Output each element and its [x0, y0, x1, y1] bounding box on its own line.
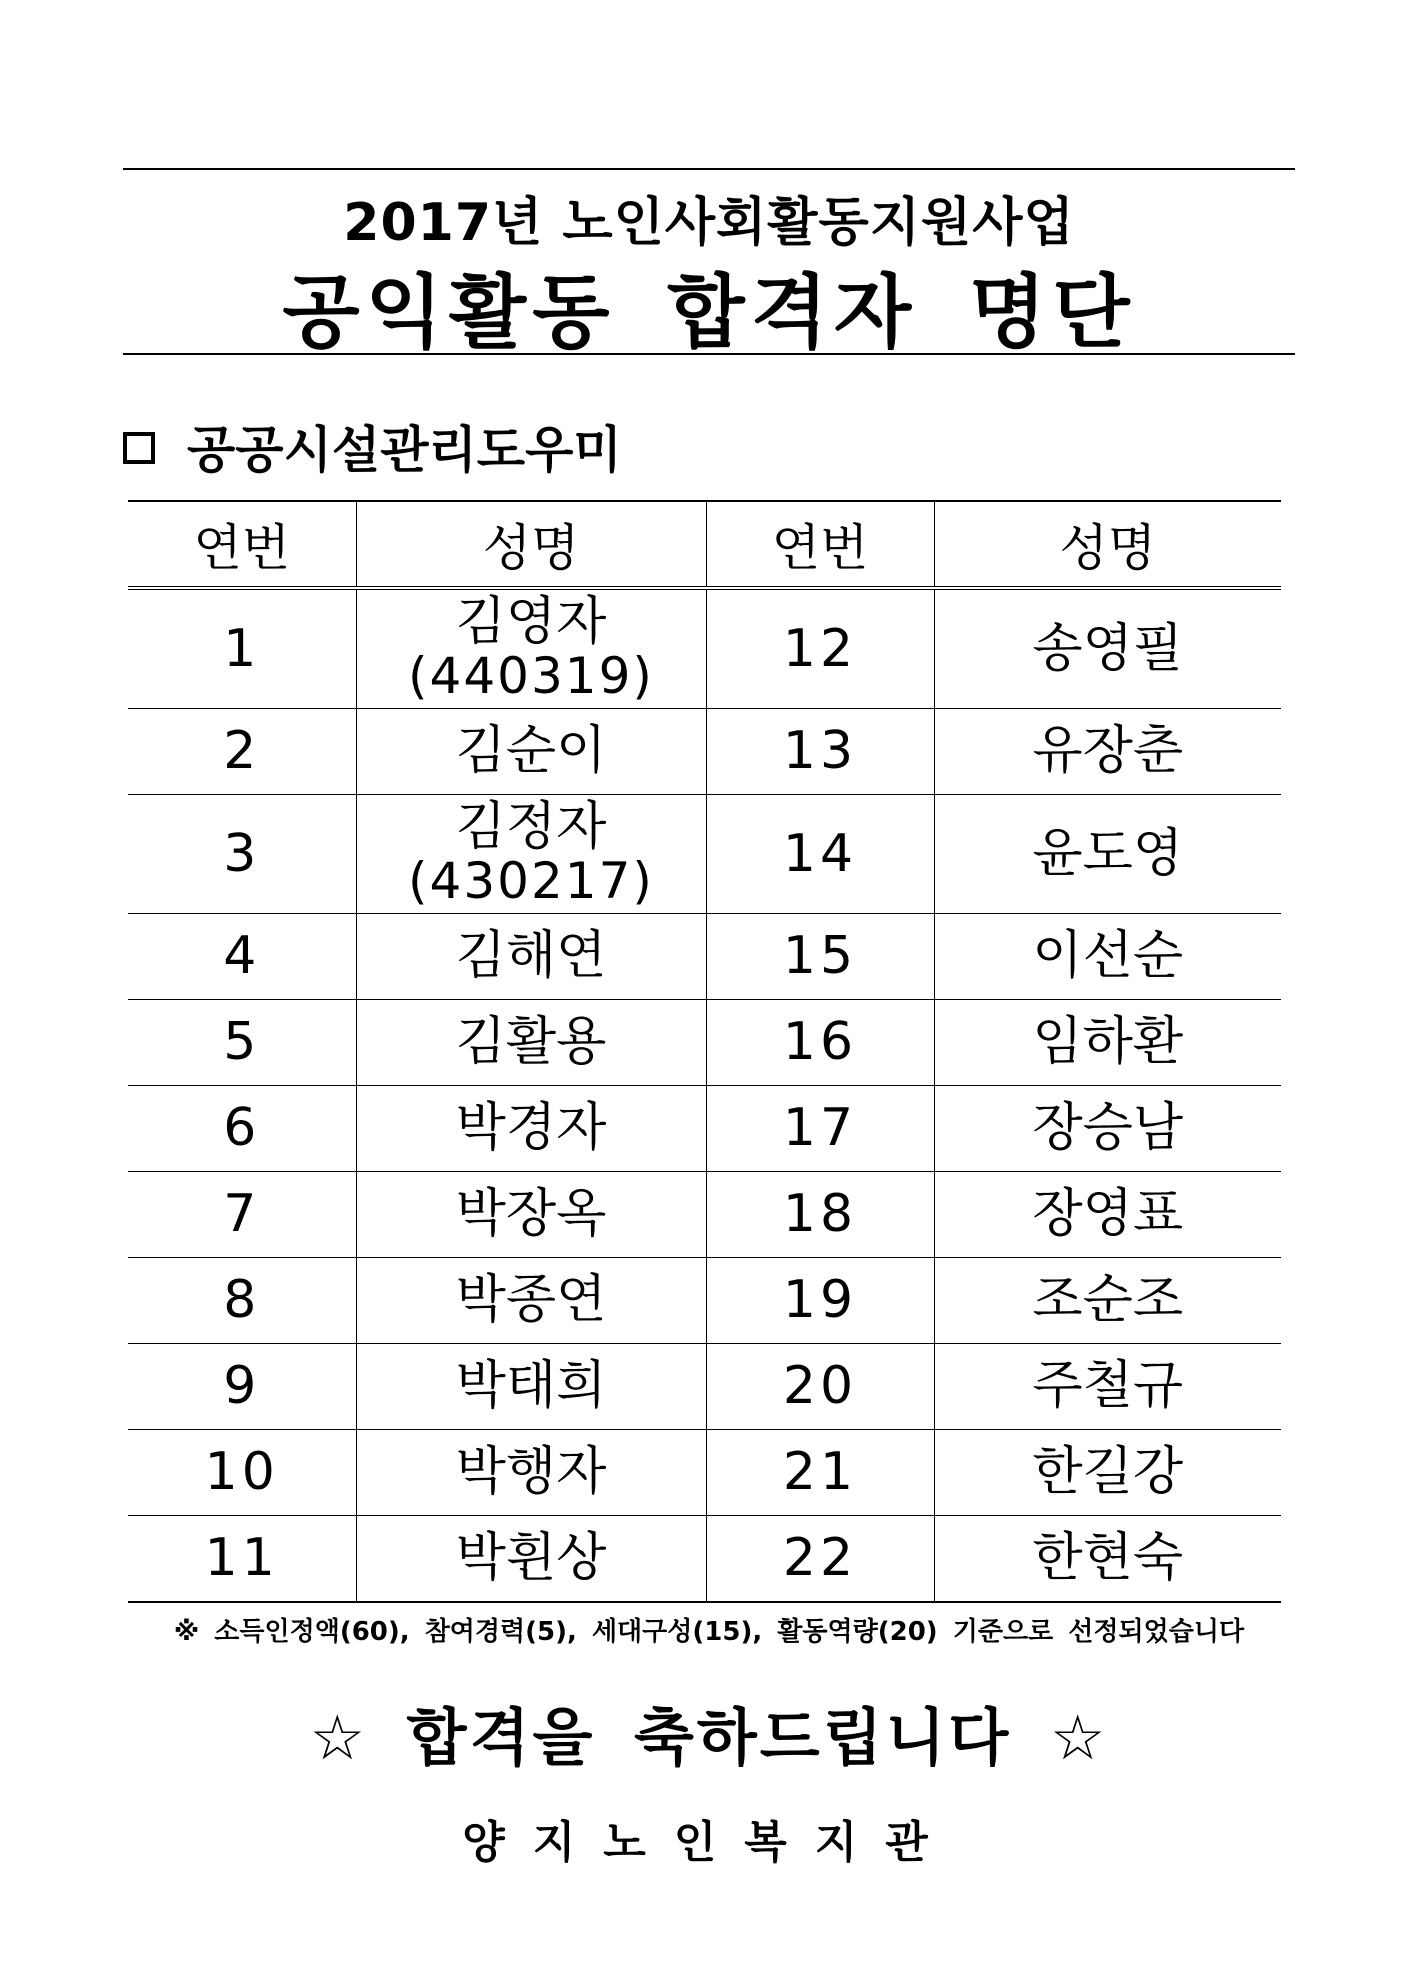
person-name-right: 송영필 [934, 588, 1281, 709]
person-name-left [356, 709, 706, 795]
person-name-right: 이선순 [934, 914, 1281, 1000]
organization-name: 양지노인복지관 [462, 1817, 956, 1868]
person-name-right: 한길강 [934, 1430, 1281, 1516]
document-subtitle: 2017년 노인사회활동지원사업 [343, 193, 1075, 253]
checkbox-square-icon [123, 432, 155, 464]
table-row [128, 1344, 1281, 1430]
person-name-text: 김해연 [455, 926, 607, 987]
section-title: 공공시설관리도우미 [187, 421, 622, 479]
person-name-left [356, 1258, 706, 1344]
row-number-right: 18 [706, 1172, 934, 1258]
row-number-left: 5 [128, 1000, 356, 1086]
congratulations-message: ☆ 합격을 축하드립니다 ☆ [309, 1701, 1109, 1774]
header-name-1: 성명 [356, 501, 706, 588]
table-row [128, 588, 1281, 709]
row-number-left: 9 [128, 1344, 356, 1430]
row-number-left: 6 [128, 1086, 356, 1172]
table-header-row [128, 501, 1281, 588]
person-name-right: 임하환 [934, 1000, 1281, 1086]
row-number-right: 14 [706, 795, 934, 914]
header-name-2: 성명 [934, 501, 1281, 588]
row-number-left: 11 [128, 1516, 356, 1603]
person-name-text: 박행자 [455, 1442, 607, 1503]
row-number-left: 10 [128, 1430, 356, 1516]
table-row [128, 795, 1281, 914]
header-number-1: 연번 [128, 501, 356, 588]
person-name-text: 박태희 [455, 1356, 607, 1417]
row-number-left: 1 [128, 588, 356, 709]
row-number-right: 19 [706, 1258, 934, 1344]
person-name-text: 김활용 [455, 1012, 607, 1073]
person-name-text: 김정자 [455, 797, 607, 858]
document-title: 공익활동 합격자 명단 [282, 266, 1136, 359]
roster-table [128, 500, 1281, 1603]
table-row [128, 1258, 1281, 1344]
person-name-right: 윤도영 [934, 795, 1281, 914]
person-name-left [356, 588, 706, 709]
person-name-text: 김영자 [455, 592, 607, 653]
table-row [128, 1516, 1281, 1603]
row-number-right: 16 [706, 1000, 934, 1086]
person-name-text: 김순이 [455, 721, 607, 782]
person-name-right: 유장춘 [934, 709, 1281, 795]
person-name-left [356, 914, 706, 1000]
person-name-right: 한현숙 [934, 1516, 1281, 1603]
row-number-left: 2 [128, 709, 356, 795]
row-number-right: 17 [706, 1086, 934, 1172]
row-number-right: 20 [706, 1344, 934, 1430]
person-name-right: 조순조 [934, 1258, 1281, 1344]
person-name-right: 장영표 [934, 1172, 1281, 1258]
top-rule [123, 168, 1295, 170]
table-row [128, 1086, 1281, 1172]
row-number-left: 3 [128, 795, 356, 914]
person-name-text: 박장옥 [455, 1184, 607, 1245]
section-heading [123, 410, 622, 482]
bottom-rule [123, 353, 1295, 355]
header-number-2: 연번 [706, 501, 934, 588]
selection-criteria-note: ※ 소득인정액(60), 참여경력(5), 세대구성(15), 활동역량(20) 기준으로 선정되었습니다 [173, 1617, 1245, 1647]
row-number-right: 12 [706, 588, 934, 709]
person-name-left [356, 1000, 706, 1086]
birthdate-code: (440319) [408, 647, 654, 706]
table-row [128, 1172, 1281, 1258]
row-number-left: 4 [128, 914, 356, 1000]
person-name-text: 박경자 [455, 1098, 607, 1159]
table-row [128, 709, 1281, 795]
table-row [128, 1000, 1281, 1086]
person-name-text: 박종연 [455, 1270, 607, 1331]
person-name-left [356, 1516, 706, 1603]
row-number-left: 8 [128, 1258, 356, 1344]
person-name-right: 주철규 [934, 1344, 1281, 1430]
table-row [128, 914, 1281, 1000]
person-name-left [356, 1344, 706, 1430]
person-name-text: 박휜상 [455, 1528, 607, 1589]
birthdate-code: (430217) [408, 852, 654, 911]
person-name-right: 장승남 [934, 1086, 1281, 1172]
row-number-right: 13 [706, 709, 934, 795]
person-name-left [356, 1086, 706, 1172]
table-row [128, 1430, 1281, 1516]
person-name-left [356, 1172, 706, 1258]
row-number-left: 7 [128, 1172, 356, 1258]
row-number-right: 22 [706, 1516, 934, 1603]
person-name-left [356, 795, 706, 914]
row-number-right: 21 [706, 1430, 934, 1516]
roster-body [128, 588, 1281, 1602]
row-number-right: 15 [706, 914, 934, 1000]
person-name-left [356, 1430, 706, 1516]
